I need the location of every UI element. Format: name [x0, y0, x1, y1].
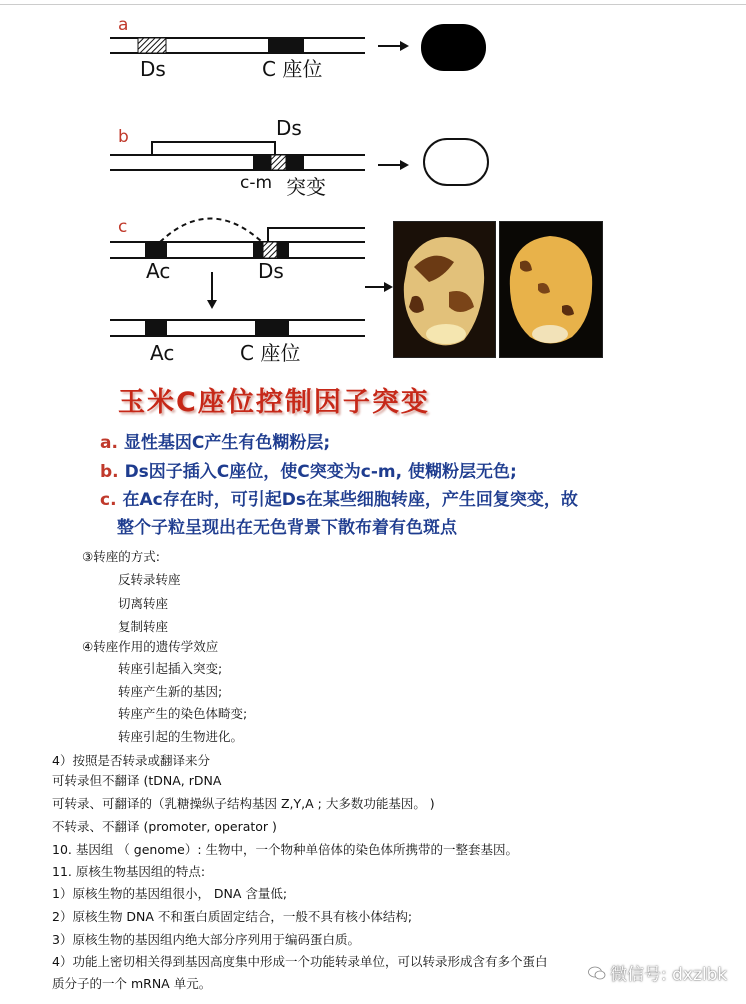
row-c-ac-label: Ac	[146, 259, 171, 283]
row-c2-c-label: C 座位	[240, 341, 301, 365]
list-item: 切离转座	[118, 596, 169, 611]
list-item: 转座产生新的基因;	[118, 684, 223, 699]
row-a-ds-label: Ds	[140, 57, 166, 81]
arrow-a	[378, 41, 409, 51]
dna-strand-c2	[110, 320, 365, 336]
ac-element	[145, 242, 167, 258]
row-a-c-label: C 座位	[262, 57, 323, 81]
dna-strand-b	[110, 142, 365, 170]
spotted-kernel-photo-1	[393, 221, 496, 358]
caption-c	[100, 485, 578, 510]
dna-strand-c	[110, 219, 365, 259]
row-a-letter: a	[118, 15, 129, 35]
wechat-icon	[588, 965, 606, 979]
transposon-diagram	[0, 0, 746, 380]
figure-title: 玉米C座位控制因子突变	[118, 387, 430, 418]
caption-a-text: 显性基因C产生有色糊粉层;	[123, 433, 331, 453]
row-b-mutation-label: 突变	[286, 175, 326, 199]
ds-element	[138, 38, 166, 53]
list-item: 转座引起的生物进化。	[118, 729, 244, 744]
list-item: 转座产生的染色体畸变;	[118, 706, 248, 721]
row-c-ds-label: Ds	[258, 259, 284, 283]
paragraph-line: 质分子的一个 mRNA 单元。	[52, 976, 212, 991]
caption-c-key: c.	[100, 490, 117, 510]
paragraph-line: 可转录但不翻译 (tDNA, rDNA	[52, 773, 222, 788]
caption-a	[100, 428, 330, 453]
row-b-ds-label: Ds	[276, 116, 302, 140]
caption-b-text: Ds因子插入C座位，使C突变为c-m, 使糊粉层无色;	[124, 462, 517, 482]
caption-b	[100, 457, 517, 482]
spotted-kernel-photo-2	[499, 221, 603, 358]
paragraph-line: 4）功能上密切相关得到基因高度集中形成一个功能转录单位，可以转录形成含有多个蛋白	[52, 954, 548, 969]
row-c2-ac-label: Ac	[150, 341, 175, 365]
paragraph-line: 4）按照是否转录或翻译来分	[52, 753, 210, 768]
heading-transposition-modes: ③转座的方式:	[82, 549, 160, 564]
arrow-c	[365, 282, 393, 292]
paragraph-line: 2）原核生物 DNA 不和蛋白质固定结合，一般不具有核小体结构;	[52, 909, 413, 924]
paragraph-line: 11. 原核生物基因组的特点:	[52, 864, 206, 879]
colored-kernel	[421, 24, 486, 71]
caption-a-key: a.	[100, 433, 118, 453]
list-item: 复制转座	[118, 619, 169, 634]
caption-c-cont-text: 整个子粒呈现出在无色背景下散布着有色斑点	[117, 518, 457, 538]
paragraph-line: 不转录、不翻译 (promoter, operator )	[52, 819, 277, 834]
list-item: 反转录转座	[118, 572, 181, 587]
heading-genetic-effects: ④转座作用的遗传学效应	[82, 639, 219, 654]
paragraph-line: 3）原核生物的基因组内绝大部分序列用于编码蛋白质。	[52, 932, 360, 947]
dna-strand-a	[110, 38, 365, 53]
row-b-cm-label: c-m	[240, 173, 273, 193]
arrow-b	[378, 160, 409, 170]
row-b-letter: b	[118, 127, 129, 147]
paragraph-line: 可转录、可翻译的（乳糖操纵子结构基因 Z,Y,A ; 大多数功能基因。 )	[52, 796, 435, 811]
paragraph-line: 10. 基因组 （ genome）: 生物中，一个物种单倍体的染色体所携带的一整套基因。	[52, 842, 519, 857]
caption-c-text: 在Ac存在时，可引起Ds在某些细胞转座，产生回复突变，故	[122, 490, 578, 510]
colorless-kernel	[424, 139, 488, 185]
down-arrow	[207, 272, 217, 309]
watermark-text: 微信号: dxzlbk	[610, 965, 728, 985]
c-locus	[268, 38, 304, 53]
caption-b-key: b.	[100, 462, 119, 482]
paragraph-line: 1）原核生物的基因组很小， DNA 含量低;	[52, 886, 288, 901]
list-item: 转座引起插入突变;	[118, 661, 223, 676]
row-c-letter: c	[118, 217, 128, 237]
wechat-watermark	[588, 960, 727, 985]
caption-c-cont	[117, 513, 457, 538]
